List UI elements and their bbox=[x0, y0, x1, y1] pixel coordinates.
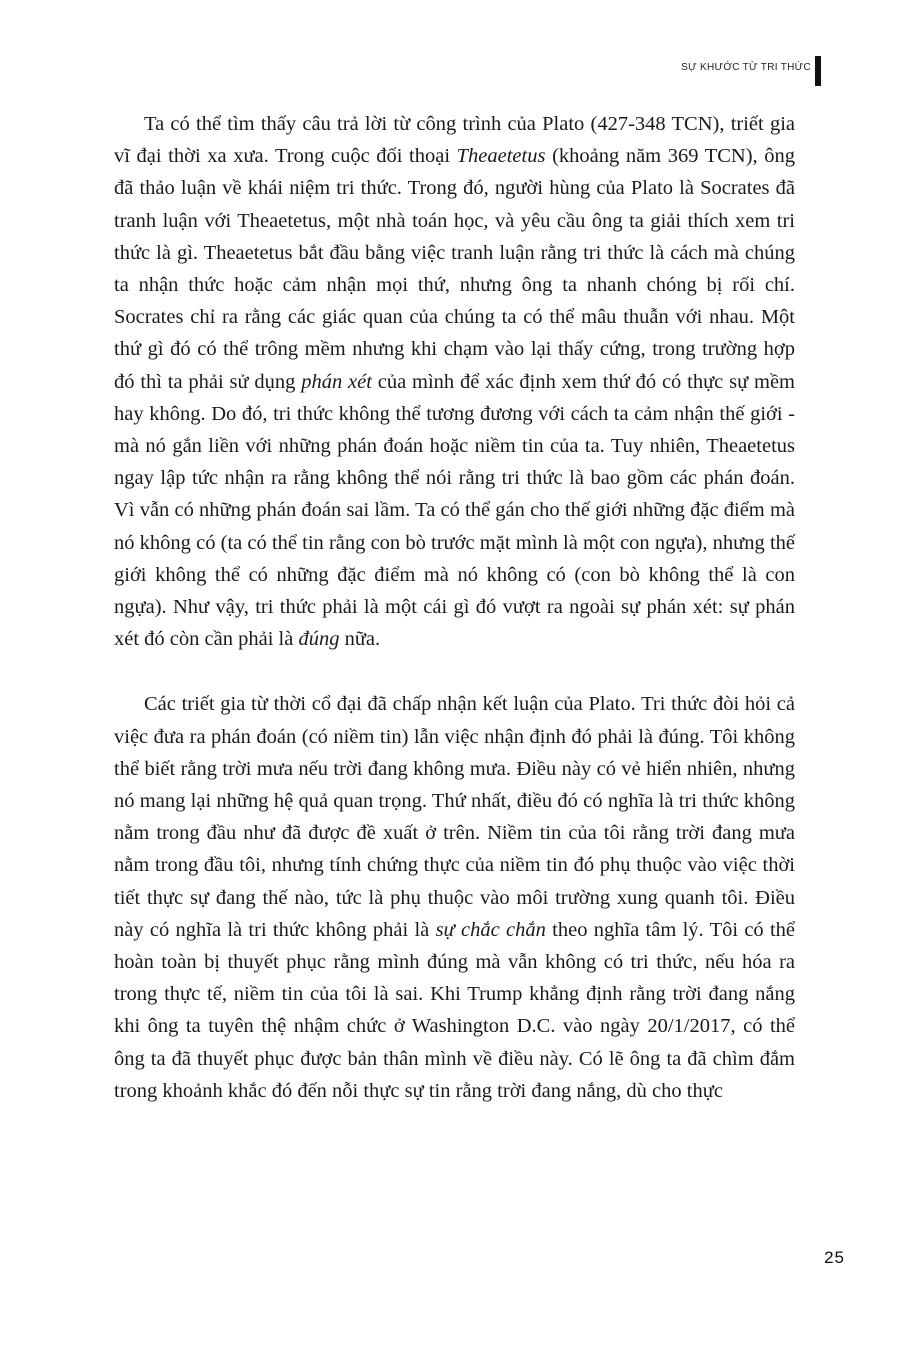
paragraph-2 bbox=[114, 688, 795, 1107]
text-segment: của mình để xác định xem thứ đó có thực sự mềm hay không. Do đó, tri thức không thể tương đương với cách ta cảm nhận thế giới - mà nó gắn liền với những phán đoán hoặc niềm tin của ta. Tuy nhiên, Theaetetus ngay lập tức nhận ra rằng không thể nói rằng tri thức là bao gồm các phán đoán. Vì vẫn có những phán đoán sai lầm. Ta có thể gán cho thế giới những đặc điểm mà nó không có (ta có thể tin rằng con bò trước mặt mình là một con ngựa), nhưng thế giới không thể có những đặc điểm mà nó không có (con bò không thể là con ngựa). Như vậy, tri thức phải là một cái gì đó vượt ra ngoài sự phán xét: sự phán xét đó còn cần phải là bbox=[114, 370, 795, 651]
body-text bbox=[114, 108, 795, 1107]
text-segment: theo nghĩa tâm lý. Tôi có thể hoàn toàn bị thuyết phục rằng mình đúng mà vẫn không có tri thức, nếu hóa ra trong thực tế, niềm tin của tôi là sai. Khi Trump khẳng định rằng trời đang nắng khi ông ta tuyên thệ nhậm chức ở Washington D.C. vào ngày 20/1/2017, có thể ông ta đã thuyết phục được bản thân mình về điều này. Có lẽ ông ta đã chìm đắm trong khoảnh khắc đó đến nỗi thực sự tin rằng trời đang nắng, dù cho thực bbox=[114, 918, 795, 1102]
text-segment: Các triết gia từ thời cổ đại đã chấp nhận kết luận của Plato. Tri thức đòi hỏi cả việc đưa ra phán đoán (có niềm tin) lẫn việc nhận định đó phải là đúng. Tôi không thể biết rằng trời mưa nếu trời đang không mưa. Điều này có vẻ hiển nhiên, nhưng nó mang lại những hệ quả quan trọng. Thứ nhất, điều đó có nghĩa là tri thức không nằm trong đầu như đã được đề xuất ở trên. Niềm tin của tôi rằng trời đang mưa nằm trong đầu tôi, nhưng tính chứng thực của niềm tin đó phụ thuộc vào việc thời tiết thực sự đang thế nào, tức là phụ thuộc vào môi trường xung quanh tôi. Điều này có nghĩa là tri thức không phải là bbox=[114, 693, 795, 941]
text-segment-italic: phán xét bbox=[301, 370, 372, 393]
text-segment-italic: Theaetetus bbox=[456, 145, 546, 168]
running-head: SỰ KHƯỚC TỪ TRI THỨC bbox=[681, 62, 811, 73]
paragraph-1 bbox=[114, 108, 795, 655]
text-segment: nữa. bbox=[339, 628, 381, 651]
text-segment-italic: sự chắc chắn bbox=[435, 918, 546, 941]
text-segment: (khoảng năm 369 TCN), ông đã thảo luận về khái niệm tri thức. Trong đó, người hùng của Plato là Socrates đã tranh luận với Theaetetus, một nhà toán học, và yêu cầu ông ta giải thích xem tri thức là gì. Theaetetus bắt đầu bằng việc tranh luận rằng tri thức là cách mà chúng ta nhận thức hoặc cảm nhận mọi thứ, nhưng ông ta nhanh chóng bị rối chí. Socrates chỉ ra rằng các giác quan của chúng ta có thể mâu thuẫn với nhau. Một thứ gì đó có thể trông mềm nhưng khi chạm vào lại thấy cứng, trong trường hợp đó thì ta phải sử dụng bbox=[114, 145, 795, 393]
page-number: 25 bbox=[824, 1248, 845, 1267]
text-segment-italic: đúng bbox=[298, 628, 340, 651]
running-head-bar bbox=[815, 56, 821, 86]
text-segment: Ta có thể tìm thấy câu trả lời từ công trình của Plato (427-348 TCN), triết gia vĩ đại thời xa xưa. Trong cuộc đối thoại bbox=[114, 113, 795, 168]
